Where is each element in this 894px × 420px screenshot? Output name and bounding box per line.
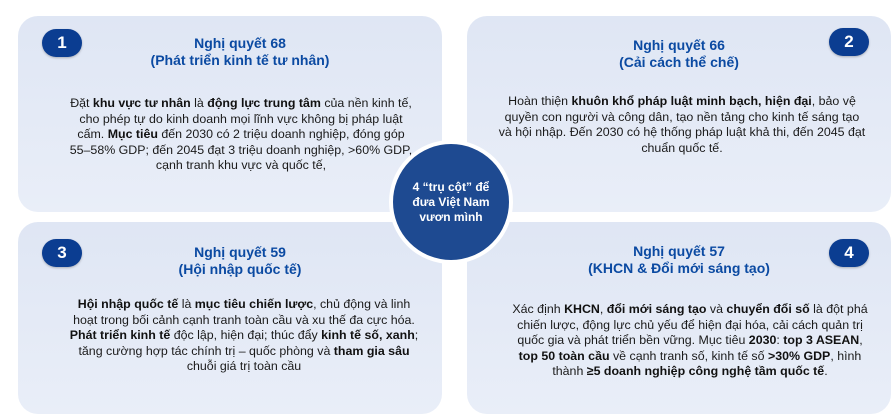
pillar-description — [66, 297, 422, 375]
emphasized-text: top 50 toàn cầu — [518, 348, 610, 363]
description-text: của nền kinh tế, cho phép tự do kinh doanh mọi lĩnh vực không bị pháp luật cấm. — [77, 96, 412, 142]
emphasized-text: khuôn khổ pháp luật minh bạch, hiện đại — [571, 94, 812, 108]
pillar-title-subtitle: (KHCN & Đổi mới sáng tạo) — [588, 260, 770, 276]
description-text: về cạnh tranh số, kinh tế số — [609, 348, 768, 363]
description-text: ; tăng cường hợp tác chính trị – quốc phòng và — [78, 328, 419, 358]
pillar-title — [18, 35, 442, 69]
emphasized-text: động lực trung tâm — [207, 96, 321, 110]
emphasized-text: chuyển đổi số — [726, 302, 810, 316]
description-text: , bảo vệ quyền con người và công dân, tạo nền tảng cho kinh tế sáng tạo và hội nhập. Đến 2030 có hệ thống pháp luật khả thi, đến 2045 đạt chuẩn quốc tế. — [498, 94, 866, 155]
description-text: , — [599, 302, 607, 316]
description-text: là — [178, 297, 195, 311]
pillar-card-3 — [18, 222, 442, 414]
description-text: Đặt — [70, 96, 93, 110]
description-text: Hoàn thiện — [508, 94, 572, 108]
description-text: là đột phá chiến lược, động lực chủ yếu để hiện đại hóa, cải cách quản trị quốc gia và phát triển bền vững. Mục tiêu — [517, 302, 868, 348]
description-text: là — [190, 96, 208, 110]
pillar-card-4 — [467, 222, 891, 414]
center-circle: 4 “trụ cột” để đưa Việt Nam vươn mình — [389, 140, 513, 264]
pillar-number-badge: 4 — [829, 239, 869, 267]
emphasized-text: ≥5 doanh nghiệp công nghệ tầm quốc tế — [586, 364, 825, 379]
pillar-title-subtitle: (Hội nhập quốc tế) — [178, 261, 302, 277]
pillar-title-subtitle: (Cải cách thể chế) — [619, 54, 739, 70]
pillar-title-subtitle: (Phát triển kinh tế tư nhân) — [150, 52, 330, 68]
emphasized-text: Mục tiêu — [107, 127, 158, 142]
pillar-title — [467, 243, 891, 277]
pillar-number-badge: 1 — [42, 29, 82, 57]
pillar-title — [18, 244, 442, 278]
emphasized-text: đổi mới sáng tạo — [606, 302, 707, 316]
pillar-card-2 — [467, 16, 891, 212]
pillar-description — [511, 302, 869, 380]
pillar-title-name: Nghị quyết 68 — [194, 35, 286, 51]
description-text: . — [824, 364, 828, 379]
emphasized-text: Hội nhập quốc tế — [77, 297, 179, 311]
emphasized-text: kinh tế số, xanh — [321, 328, 415, 343]
pillar-number-badge: 3 — [42, 239, 82, 267]
pillar-number-badge: 2 — [829, 28, 869, 56]
description-text: , chủ động và linh hoạt trong bối cảnh cạnh tranh toàn cầu và xu thế đa cực hóa. — [73, 297, 415, 327]
emphasized-text: 2030 — [748, 333, 777, 348]
emphasized-text: KHCN — [564, 302, 600, 316]
description-text: độc lập, hiện đại; thúc đẩy — [170, 328, 322, 343]
description-text: và — [706, 302, 727, 316]
pillar-description — [66, 96, 416, 174]
emphasized-text: khu vực tư nhân — [92, 96, 191, 110]
pillar-description — [497, 94, 867, 156]
emphasized-text: >30% GDP — [767, 348, 831, 363]
emphasized-text: Phát triển kinh tế — [69, 328, 171, 343]
pillar-title-name: Nghị quyết 66 — [633, 37, 725, 53]
emphasized-text: top 3 ASEAN — [783, 333, 860, 348]
emphasized-text: mục tiêu chiến lược — [194, 297, 314, 311]
pillar-title-name: Nghị quyết 59 — [194, 244, 286, 260]
description-text: : — [776, 333, 784, 348]
description-text: Xác định — [512, 302, 565, 316]
pillar-card-1 — [18, 16, 442, 212]
description-text: , — [859, 333, 863, 348]
description-text: chuỗi giá trị toàn cầu — [186, 359, 302, 374]
description-text: , hình thành — [552, 348, 862, 379]
pillar-title — [467, 37, 891, 71]
pillar-title-name: Nghị quyết 57 — [633, 243, 725, 259]
description-text: đến 2030 có 2 triệu doanh nghiệp, đóng góp 55–58% GDP; đến 2045 đạt 3 triệu doanh nghiệp, >60% GDP, cạnh tranh khu vực và quốc tế, — [69, 127, 413, 173]
emphasized-text: tham gia sâu — [333, 343, 410, 358]
